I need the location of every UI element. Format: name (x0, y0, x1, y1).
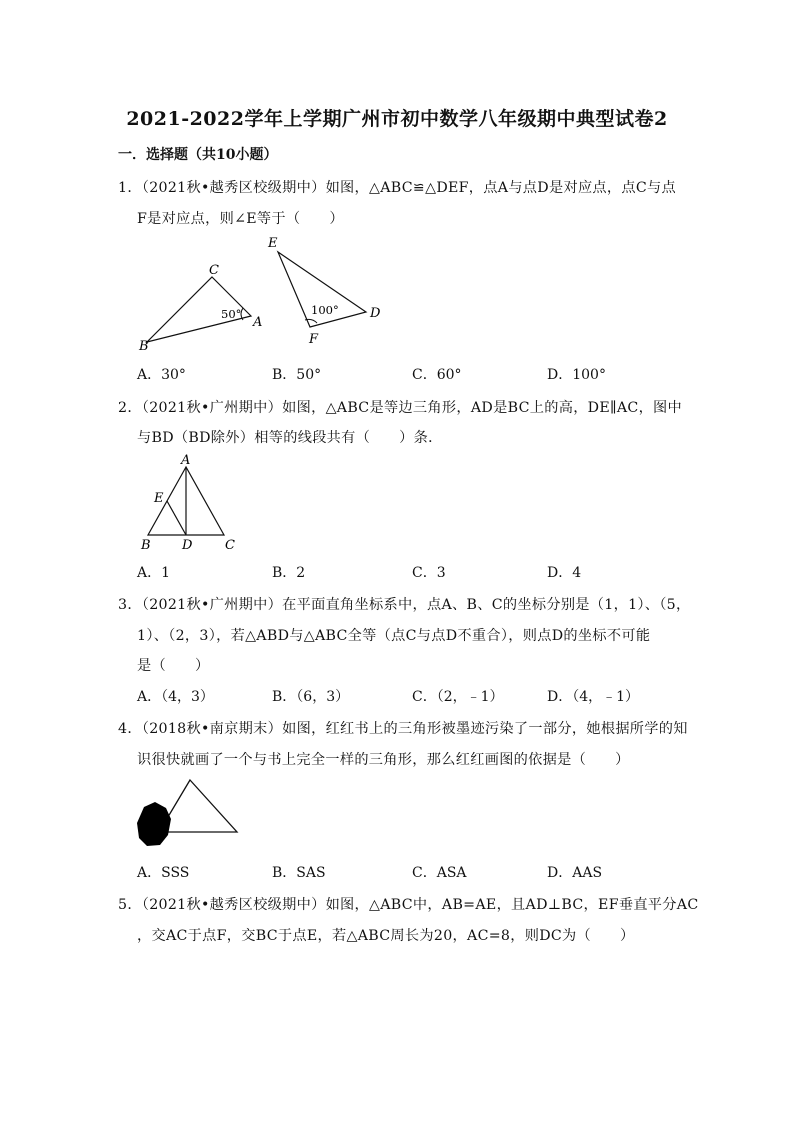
section-heading: 一．选择题（共10小题） (118, 147, 278, 163)
question-5-line-2: ，交AC于点F，交BC于点E，若△ABC周长为20，AC=8，则DC为（ ） (137, 928, 635, 944)
question-1-line-2: F是对应点，则∠E等于（ ） (137, 211, 344, 227)
label-a: A (181, 453, 191, 468)
question-2-line-1: 2．（2021秋•广州期中）如图，△ABC是等边三角形，AD是BC上的高，DE∥AC，图中 (118, 400, 683, 416)
option-c[interactable]: C．ASA (412, 865, 467, 881)
angle-f-arc (305, 319, 317, 323)
option-a[interactable]: A．1 (137, 565, 171, 581)
label-c: C (209, 263, 219, 278)
option-a[interactable]: A．SSS (137, 865, 190, 881)
label-b: B (139, 339, 149, 354)
question-2-figure (135, 450, 245, 555)
question-4-line-1: 4．（2018秋•南京期末）如图，红红书上的三角形被墨迹污染了一部分，她根据所学的知 (118, 721, 688, 737)
option-d[interactable]: D．100° (547, 367, 606, 383)
option-d[interactable]: D．（4，﹣1） (547, 689, 640, 705)
question-4-line-2: 识很快就画了一个与书上完全一样的三角形，那么红红画图的依据是（ ） (137, 752, 630, 768)
question-1-figure (130, 232, 390, 357)
option-d[interactable]: D．4 (547, 565, 582, 581)
segment-de (167, 501, 186, 535)
option-c[interactable]: C．（2，﹣1） (412, 689, 504, 705)
option-a[interactable]: A．30° (137, 367, 186, 383)
label-c: C (225, 538, 235, 553)
option-c[interactable]: C．3 (412, 565, 446, 581)
label-d: D (182, 538, 193, 553)
question-3-line-2: 1）、（2，3），若△ABD与△ABC全等（点C与点D不重合），则点D的坐标不可能 (137, 628, 651, 644)
option-d[interactable]: D．AAS (547, 865, 603, 881)
label-a: A (253, 315, 263, 330)
option-c[interactable]: C．60° (412, 367, 462, 383)
option-b[interactable]: B．50° (272, 367, 322, 383)
option-b[interactable]: B．SAS (272, 865, 326, 881)
question-5-line-1: 5．（2021秋•越秀区校级期中）如图，△ABC中，AB=AE，且AD⊥BC，EF垂直平分AC (118, 897, 699, 913)
label-f: F (309, 332, 319, 347)
option-b[interactable]: B．（6，3） (272, 689, 350, 705)
question-2-line-2: 与BD（BD除外）相等的线段共有（ ）条． (137, 430, 443, 446)
question-4-figure (133, 775, 243, 850)
label-e: E (154, 491, 164, 506)
label-d: D (370, 306, 381, 321)
option-a[interactable]: A．（4，3） (137, 689, 214, 705)
option-b[interactable]: B．2 (272, 565, 306, 581)
question-3-line-3: 是（ ） (137, 658, 210, 674)
label-b: B (141, 538, 151, 553)
angle-100-label: 100° (311, 303, 339, 317)
question-3-line-1: 3．（2021秋•广州期中）在平面直角坐标系中，点A、B、C的坐标分别是（1，1）、（5， (118, 597, 691, 613)
page-title: 2021-2022学年上学期广州市初中数学八年级期中典型试卷2 (126, 108, 668, 130)
question-1-line-1: 1．（2021秋•越秀区校级期中）如图，△ABC≌△DEF，点A与点D是对应点，点C与点 (118, 180, 677, 196)
ink-stain-blot (137, 802, 171, 846)
stained-triangle (159, 780, 237, 832)
label-e: E (268, 236, 278, 251)
angle-50-label: 50° (221, 307, 242, 321)
